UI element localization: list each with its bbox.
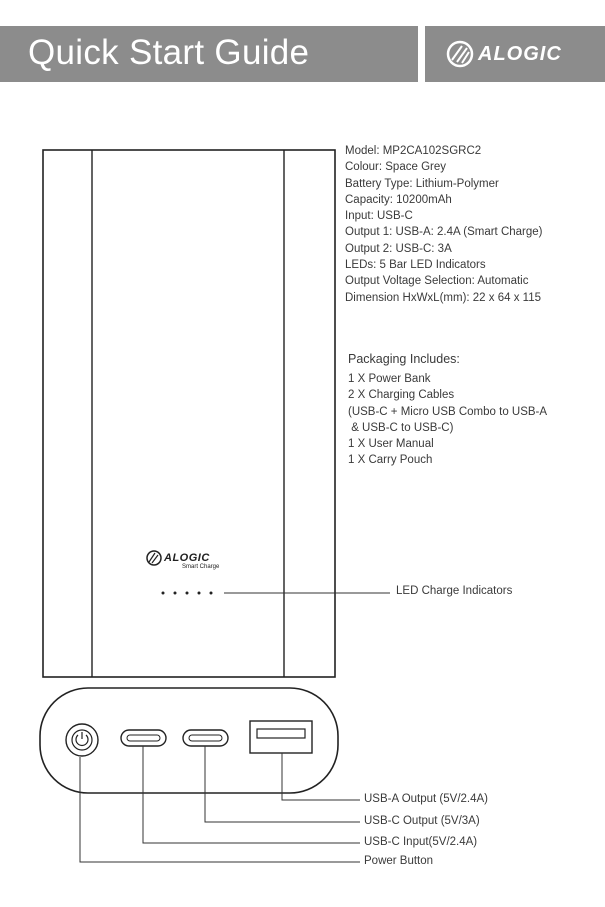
brand-logo-text: ALOGIC <box>478 43 562 65</box>
usb-a-port <box>250 721 312 753</box>
power-button-icon <box>66 724 98 756</box>
packaging-item: (USB-C + Micro USB Combo to USB-A <box>348 405 548 418</box>
spec-battery-type: Battery Type: Lithium-Polymer <box>345 177 499 190</box>
packaging-title: Packaging Includes: <box>348 352 460 366</box>
power-bank-top-view <box>43 150 335 677</box>
led-callout-label: LED Charge Indicators <box>396 585 513 597</box>
packaging-item: & USB-C to USB-C) <box>348 421 454 434</box>
spec-list <box>345 143 600 306</box>
packaging-item: 1 X Carry Pouch <box>348 454 433 467</box>
usb-a-output-label: USB-A Output (5V/2.4A) <box>364 793 489 805</box>
spec-input: Input: USB-C <box>345 210 413 223</box>
page-title: Quick Start Guide <box>28 33 310 72</box>
usb-c-input-label: USB-C Input(5V/2.4A) <box>364 836 478 848</box>
usb-c-port-output <box>121 730 166 746</box>
alogic-logo-icon <box>448 42 472 66</box>
packaging-list <box>348 351 603 468</box>
spec-colour: Colour: Space Grey <box>345 161 446 174</box>
packaging-item: 1 X Power Bank <box>348 373 431 386</box>
device-subtitle: Smart Charge <box>182 564 220 570</box>
device-brand-text: ALOGIC <box>164 552 210 564</box>
spec-dimension: Dimension HxWxL(mm): 22 x 64 x 115 <box>345 291 541 304</box>
spec-capacity: Capacity: 10200mAh <box>345 193 452 206</box>
spec-voltage-selection: Output Voltage Selection: Automatic <box>345 275 529 288</box>
usb-c-port-input <box>183 730 228 746</box>
packaging-item: 1 X User Manual <box>348 438 434 451</box>
spec-output-1: Output 1: USB-A: 2.4A (Smart Charge) <box>345 226 543 239</box>
spec-model: Model: MP2CA102SGRC2 <box>345 145 482 157</box>
packaging-item: 2 X Charging Cables <box>348 389 455 402</box>
power-button-label: Power Button <box>364 855 434 867</box>
spec-leds: LEDs: 5 Bar LED Indicators <box>345 259 486 272</box>
usb-c-output-label: USB-C Output (5V/3A) <box>364 815 480 827</box>
spec-output-2: Output 2: USB-C: 3A <box>345 242 452 255</box>
